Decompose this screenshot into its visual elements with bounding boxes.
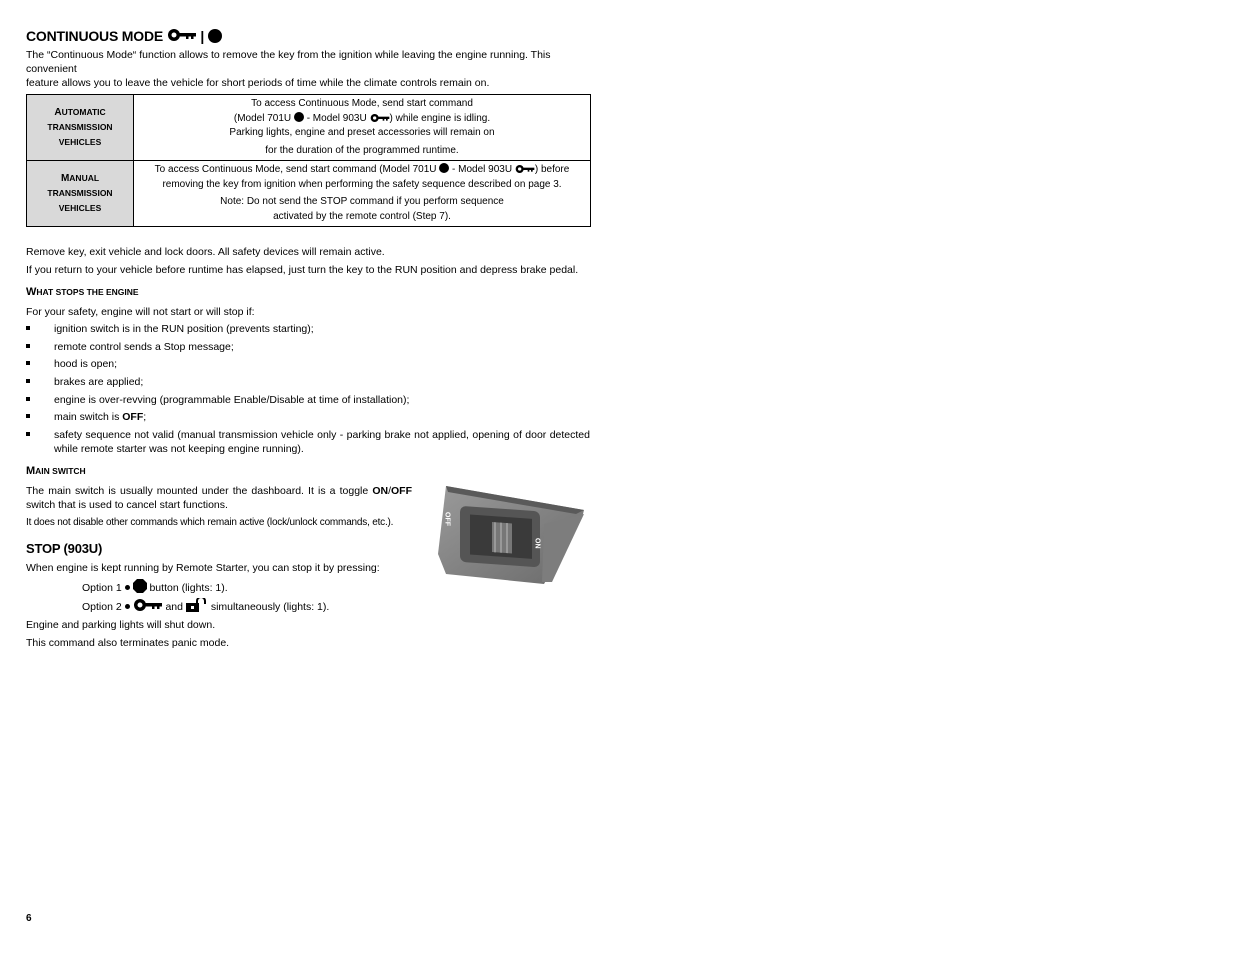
heading-rest: HAT STOPS THE ENGINE bbox=[36, 287, 139, 297]
table-row bbox=[27, 95, 591, 161]
manual-description bbox=[134, 161, 591, 227]
bullet-icon bbox=[26, 361, 30, 365]
desc-line bbox=[138, 112, 586, 127]
bullet-icon bbox=[26, 379, 30, 383]
text-part: safety sequence not valid (manual transmission vehicle only - parking brake not applied, opening of door detected bbox=[54, 429, 590, 441]
desc-part: (Model 701U bbox=[233, 112, 292, 124]
text-line: switch that is used to cancel start functions. bbox=[26, 499, 228, 511]
list-item-text: ignition switch is in the RUN position (prevents starting); bbox=[54, 323, 314, 335]
bullet-icon bbox=[125, 604, 130, 609]
heading-cap: M bbox=[26, 465, 36, 477]
text-part: / bbox=[388, 485, 391, 497]
heading-rest: AIN SWITCH bbox=[35, 466, 86, 476]
off-label: OFF bbox=[443, 512, 451, 526]
what-stops-intro: For your safety, engine will not start or will stop if: bbox=[26, 306, 255, 318]
bullet-icon bbox=[26, 397, 30, 401]
label-line: VEHICLES bbox=[58, 203, 102, 213]
option-label: Option 2 bbox=[82, 601, 122, 613]
continuous-mode-heading bbox=[26, 28, 222, 44]
stop-option-2 bbox=[82, 598, 329, 614]
text-line bbox=[26, 484, 412, 498]
stop-octagon-icon bbox=[133, 579, 147, 593]
desc-part: To access Continuous Mode, send start command (Model 701U bbox=[154, 164, 437, 175]
main-switch-note: It does not disable other commands which remain active (lock/unlock commands, etc.). bbox=[26, 517, 394, 528]
desc-line: Parking lights, engine and preset accessories will remain on bbox=[229, 127, 495, 138]
main-switch-heading bbox=[26, 465, 86, 477]
bullet-icon bbox=[26, 432, 30, 436]
bullet-icon bbox=[26, 344, 30, 348]
text-part: ; bbox=[143, 411, 147, 423]
table-row bbox=[27, 161, 591, 227]
option-text: simultaneously (lights: 1). bbox=[210, 601, 330, 613]
desc-line: activated by the remote control (Step 7). bbox=[273, 210, 451, 222]
bullet-icon bbox=[125, 585, 130, 590]
off-text: OFF bbox=[391, 485, 412, 497]
page-number: 6 bbox=[26, 913, 32, 924]
main-switch-text bbox=[26, 484, 412, 512]
after-table-line: If you return to your vehicle before runtime has elapsed, just turn the key to the RUN position and depress brake pedal. bbox=[26, 264, 579, 276]
automatic-label bbox=[27, 95, 134, 161]
list-item-text: engine is over-revving (programmable Enable/Disable at time of installation); bbox=[54, 394, 410, 406]
round-button-icon bbox=[294, 112, 304, 122]
heading-separator: | bbox=[200, 28, 205, 44]
desc-part: ) while engine is idling. bbox=[389, 112, 491, 124]
stop-after-line: Engine and parking lights will shut down. bbox=[26, 619, 216, 631]
text-part: while remote starter was not keeping engine running). bbox=[54, 443, 304, 455]
list-item-text bbox=[54, 428, 590, 456]
desc-part: ) before bbox=[534, 164, 570, 175]
label-rest: UTOMATIC bbox=[61, 107, 106, 117]
desc-line: Note: Do not send the STOP command if you perform sequence bbox=[220, 196, 504, 207]
automatic-description bbox=[134, 95, 591, 161]
label-cap: A bbox=[54, 107, 62, 118]
label-cap: M bbox=[60, 173, 70, 184]
on-text: ON bbox=[372, 485, 389, 497]
option-text: and bbox=[165, 601, 183, 613]
label-line: VEHICLES bbox=[58, 137, 102, 147]
what-stops-heading bbox=[26, 286, 139, 298]
option-label: Option 1 bbox=[82, 582, 122, 594]
round-button-icon bbox=[208, 29, 222, 43]
continuous-mode-intro bbox=[26, 48, 592, 90]
text-part: The main switch is usually mounted under the dashboard. It is a toggle bbox=[26, 485, 373, 497]
unlock-icon bbox=[186, 598, 208, 612]
list-item-text bbox=[54, 410, 590, 424]
after-table-line: Remove key, exit vehicle and lock doors. All safety devices will remain active. bbox=[26, 246, 385, 258]
continuous-mode-table bbox=[26, 94, 591, 227]
key-icon bbox=[370, 113, 390, 123]
bullet-icon bbox=[26, 414, 30, 418]
desc-line: for the duration of the programmed runtime. bbox=[265, 144, 459, 156]
intro-line: The “Continuous Mode“ function allows to remove the key from the ignition while leaving the engine running. This convenient bbox=[26, 49, 551, 75]
key-icon bbox=[515, 164, 535, 174]
desc-part: - Model 903U bbox=[452, 164, 513, 175]
key-icon bbox=[133, 598, 163, 612]
desc-line: removing the key from ignition when performing the safety sequence described on page 3. bbox=[162, 178, 562, 190]
desc-line: To access Continuous Mode, send start command bbox=[251, 98, 473, 109]
main-switch-image bbox=[434, 484, 588, 590]
stop-intro: When engine is kept running by Remote Starter, you can stop it by pressing: bbox=[26, 562, 380, 574]
on-label: ON bbox=[533, 538, 541, 549]
off-text: OFF bbox=[122, 411, 144, 423]
desc-line bbox=[138, 163, 586, 178]
label-rest: ANUAL bbox=[69, 173, 100, 183]
key-icon bbox=[167, 28, 197, 42]
label-line: TRANSMISSION bbox=[47, 122, 113, 132]
round-button-icon bbox=[439, 163, 449, 173]
list-item-text: remote control sends a Stop message; bbox=[54, 341, 234, 353]
option-text: button (lights: 1). bbox=[149, 582, 228, 594]
stop-after-line: This command also terminates panic mode. bbox=[26, 637, 230, 649]
heading-cap: W bbox=[26, 286, 37, 298]
list-item-text: brakes are applied; bbox=[54, 376, 144, 388]
manual-label bbox=[27, 161, 134, 227]
text-part: main switch is bbox=[54, 411, 123, 423]
list-item-text: hood is open; bbox=[54, 358, 118, 370]
intro-line: feature allows you to leave the vehicle for short periods of time while the climate controls remain on. bbox=[26, 77, 490, 89]
bullet-icon bbox=[26, 326, 30, 330]
heading-text: CONTINUOUS MODE bbox=[26, 28, 164, 44]
desc-part: - Model 903U bbox=[306, 112, 367, 124]
label-line: TRANSMISSION bbox=[47, 188, 113, 198]
stop-heading: STOP (903U) bbox=[26, 541, 103, 556]
stop-option-1 bbox=[82, 579, 228, 595]
